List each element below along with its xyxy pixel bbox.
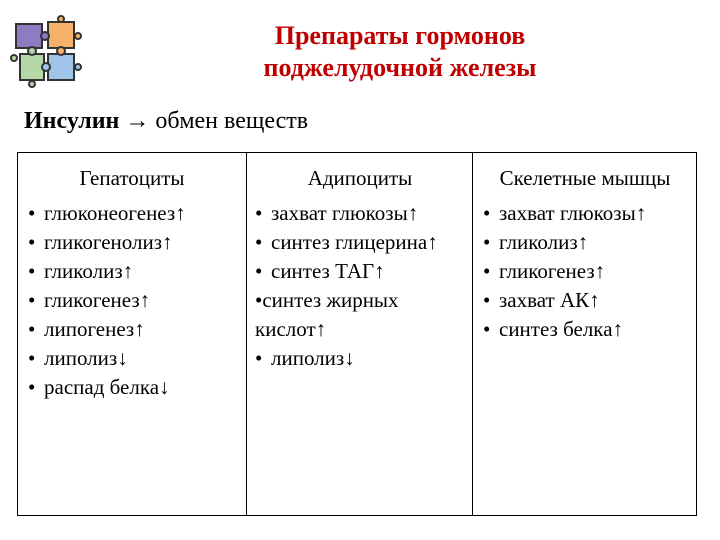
list-item: • гликолиз↑ xyxy=(483,228,697,257)
list-item: • гликогенез↑ xyxy=(483,257,697,286)
list-item: • гликогенез↑ xyxy=(28,286,246,315)
puzzle-icon xyxy=(10,14,86,90)
subtitle-rest: → обмен веществ xyxy=(119,108,309,134)
list-item: • глюконеогенез↑ xyxy=(28,199,246,228)
column-adipocytes xyxy=(246,153,473,515)
list-item: • липолиз↓ xyxy=(28,344,246,373)
effects-list xyxy=(18,199,246,402)
slide-title: Препараты гормонов поджелудочной железы xyxy=(263,21,537,82)
list-item: • распад белка↓ xyxy=(28,373,246,402)
slide-subtitle xyxy=(24,106,308,136)
column-header: Адипоциты xyxy=(307,166,413,190)
list-item: • захват глюкозы↑ xyxy=(483,199,697,228)
effects-list xyxy=(473,199,697,344)
column-header: Скелетные мышцы xyxy=(499,166,671,190)
list-item: • синтез ТАГ↑ xyxy=(255,257,473,286)
effects-list xyxy=(247,199,473,373)
list-item: •синтез жирных кислот↑ xyxy=(255,288,399,341)
column-hepatocytes xyxy=(18,153,246,515)
list-item: • гликогенолиз↑ xyxy=(28,228,246,257)
list-item: • липолиз↓ xyxy=(255,344,473,373)
list-item: • гликолиз↑ xyxy=(28,257,246,286)
list-item: • захват АК↑ xyxy=(483,286,697,315)
list-item: • синтез белка↑ xyxy=(483,315,697,344)
subtitle-hormone: Инсулин xyxy=(24,108,120,134)
effects-table xyxy=(17,152,697,516)
list-item: • липогенез↑ xyxy=(28,315,246,344)
list-item: • синтез глицерина↑ xyxy=(255,228,473,257)
list-item: • захват глюкозы↑ xyxy=(255,199,473,228)
column-skeletal-muscle xyxy=(472,153,697,515)
column-header: Гепатоциты xyxy=(79,166,185,190)
